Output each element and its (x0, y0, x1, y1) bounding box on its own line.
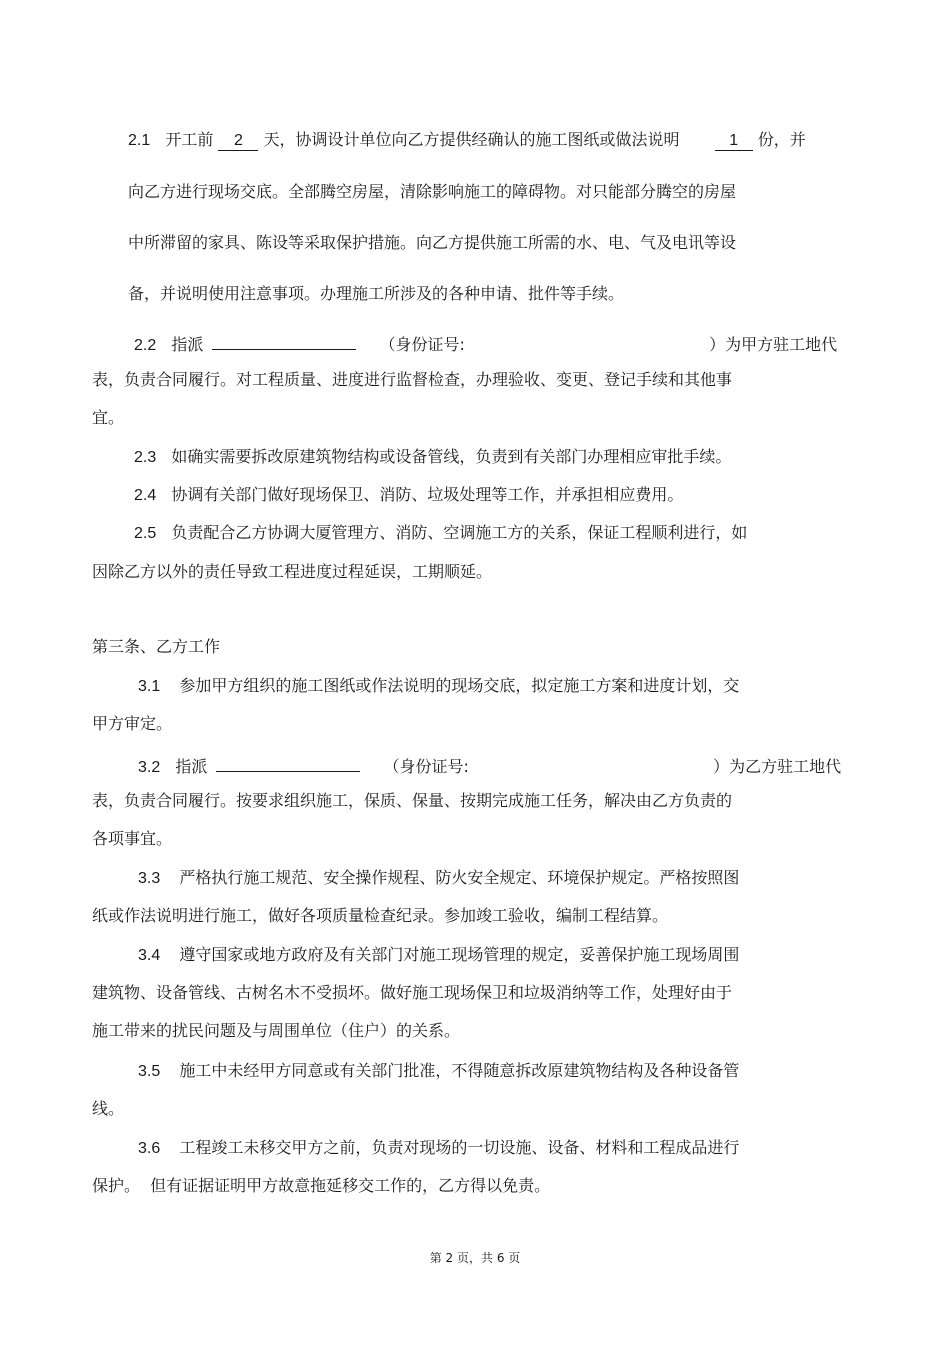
clause-text: ）为甲方驻工地代 (709, 335, 838, 354)
clause-3-2-line-2: 表，负责合同履行。按要求组织施工，保质、保量、按期完成施工任务，解决由乙方负责的 (92, 791, 733, 810)
clause-2-2-line-1 (134, 331, 837, 356)
clause-3-6-line-1 (138, 1138, 739, 1159)
clause-number: 3.2 (138, 759, 161, 776)
clause-text: 开工前 (165, 130, 214, 149)
clause-text: 指派 (175, 757, 208, 776)
clause-text: ）为乙方驻工地代 (713, 757, 842, 776)
clause-3-3-line-2: 纸或作法说明进行施工，做好各项质量检查纪录。参加竣工验收，编制工程结算。 (92, 906, 669, 925)
clause-3-3-line-1 (138, 868, 739, 889)
clause-text: 严格执行施工规范、安全操作规程、防火安全规定、环境保护规定。严格按照图 (179, 868, 740, 887)
clause-2-1-line-2: 向乙方进行现场交底。全部腾空房屋，清除影响施工的障碍物。对只能部分腾空的房屋 (128, 182, 737, 201)
clause-3-5-line-2: 线。 (92, 1099, 125, 1118)
clause-number: 3.5 (138, 1063, 161, 1080)
section-heading: 第三条、乙方工作 (92, 637, 221, 656)
clause-2-1-line-3: 中所滞留的家具、陈设等采取保护措施。向乙方提供施工所需的水、电、气及电讯等设 (128, 233, 737, 252)
clause-number: 2.1 (128, 132, 151, 149)
clause-number: 2.2 (134, 337, 157, 354)
days-blank: 2 (218, 132, 258, 151)
clause-text: 指派 (171, 335, 204, 354)
representative-name-blank (216, 753, 360, 772)
clause-text: 施工中未经甲方同意或有关部门批准，不得随意拆改原建筑物结构及各种设备管 (179, 1061, 740, 1080)
clause-3-4-line-3: 施工带来的扰民问题及与周围单位（住户）的关系。 (92, 1021, 461, 1040)
clause-3-4-line-2: 建筑物、设备管线、古树名木不受损坏。做好施工现场保卫和垃圾消纳等工作，处理好由于 (92, 983, 733, 1002)
clause-3-5-line-1 (138, 1061, 739, 1082)
clause-3-2-line-1 (138, 753, 841, 778)
clause-2-1-line-4: 备，并说明使用注意事项。办理施工所涉及的各种申请、批件等手续。 (128, 284, 625, 303)
clause-text: 天，协调设计单位向乙方提供经确认的施工图纸或做法说明 (263, 130, 680, 149)
clause-3-1-line-2: 甲方审定。 (92, 714, 173, 733)
clause-number: 2.5 (134, 525, 157, 542)
clause-2-2-line-3: 宜。 (92, 408, 125, 427)
clause-number: 3.6 (138, 1140, 161, 1157)
clause-2-1-line-1 (128, 130, 806, 151)
clause-3-2-line-3: 各项事宜。 (92, 829, 173, 848)
clause-text: 份，并 (757, 130, 806, 149)
clause-3-4-line-1 (138, 945, 739, 966)
clause-text: 负责配合乙方协调大厦管理方、消防、空调施工方的关系，保证工程顺利进行，如 (171, 523, 748, 542)
clause-text: 参加甲方组织的施工图纸或作法说明的现场交底，拟定施工方案和进度计划，交 (179, 676, 740, 695)
clause-2-2-line-2: 表，负责合同履行。对工程质量、进度进行监督检查，办理验收、变更、登记手续和其他事 (92, 370, 733, 389)
clause-2-3 (134, 447, 731, 468)
representative-name-blank (212, 331, 356, 350)
copies-blank: 1 (715, 132, 753, 151)
page-number: 第 2 页，共 6 页 (429, 1251, 521, 1265)
clause-text: 工程竣工未移交甲方之前，负责对现场的一切设施、设备、材料和工程成品进行 (179, 1138, 740, 1157)
clause-text: （身份证号: (379, 335, 465, 354)
clause-2-5-line-1 (134, 523, 747, 544)
clause-number: 3.3 (138, 870, 161, 887)
clause-text: 如确实需要拆改原建筑物结构或设备管线，负责到有关部门办理相应审批手续。 (171, 447, 732, 466)
clause-number: 2.3 (134, 449, 157, 466)
clause-2-4 (134, 485, 683, 506)
clause-number: 3.1 (138, 678, 161, 695)
clause-3-1-line-1 (138, 676, 739, 697)
clause-text: （身份证号: (383, 757, 469, 776)
clause-text: 协调有关部门做好现场保卫、消防、垃圾处理等工作，并承担相应费用。 (171, 485, 684, 504)
clause-text: 遵守国家或地方政府及有关部门对施工现场管理的规定，妥善保护施工现场周围 (179, 945, 740, 964)
clause-number: 3.4 (138, 947, 161, 964)
clause-2-5-line-2: 因除乙方以外的责任导致工程进度过程延误，工期顺延。 (92, 562, 493, 581)
clause-3-6-line-2: 保护。 但有证据证明甲方故意拖延移交工作的，乙方得以免责。 (92, 1176, 551, 1195)
clause-number: 2.4 (134, 487, 157, 504)
